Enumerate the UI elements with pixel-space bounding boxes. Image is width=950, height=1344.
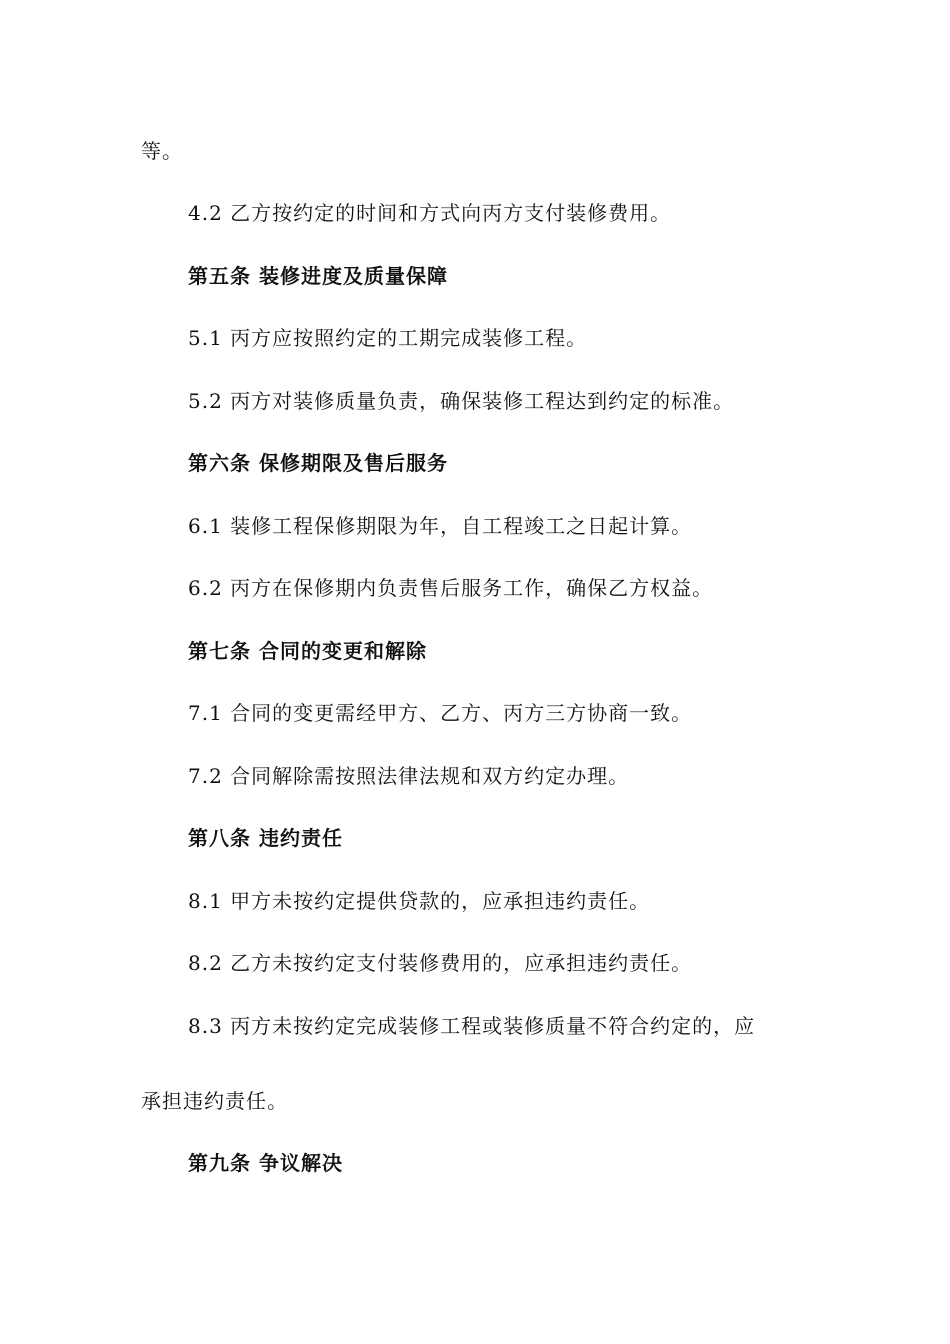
article-9-heading: 第九条 争议解决 — [188, 1151, 343, 1175]
clause-4-2: 4.2 乙方按约定的时间和方式向丙方支付装修费用。 — [188, 201, 672, 225]
article-8-heading: 第八条 违约责任 — [188, 826, 343, 850]
clause-6-1: 6.1 装修工程保修期限为年，自工程竣工之日起计算。 — [188, 514, 693, 538]
paragraph-continuation: 等。 — [141, 139, 183, 163]
article-5-heading: 第五条 装修进度及质量保障 — [188, 264, 448, 288]
clause-8-2: 8.2 乙方未按约定支付装修费用的，应承担违约责任。 — [188, 951, 693, 975]
article-6-heading: 第六条 保修期限及售后服务 — [188, 451, 448, 475]
clause-5-2: 5.2 丙方对装修质量负责，确保装修工程达到约定的标准。 — [188, 389, 735, 413]
clause-5-1: 5.1 丙方应按照约定的工期完成装修工程。 — [188, 326, 588, 350]
clause-8-3-continuation: 承担违约责任。 — [141, 1089, 288, 1113]
clause-7-1: 7.1 合同的变更需经甲方、乙方、丙方三方协商一致。 — [188, 701, 693, 725]
clause-8-1: 8.1 甲方未按约定提供贷款的，应承担违约责任。 — [188, 889, 651, 913]
clause-8-3: 8.3 丙方未按约定完成装修工程或装修质量不符合约定的，应 — [188, 1014, 756, 1038]
article-7-heading: 第七条 合同的变更和解除 — [188, 639, 427, 663]
clause-6-2: 6.2 丙方在保修期内负责售后服务工作，确保乙方权益。 — [188, 576, 714, 600]
clause-7-2: 7.2 合同解除需按照法律法规和双方约定办理。 — [188, 764, 630, 788]
